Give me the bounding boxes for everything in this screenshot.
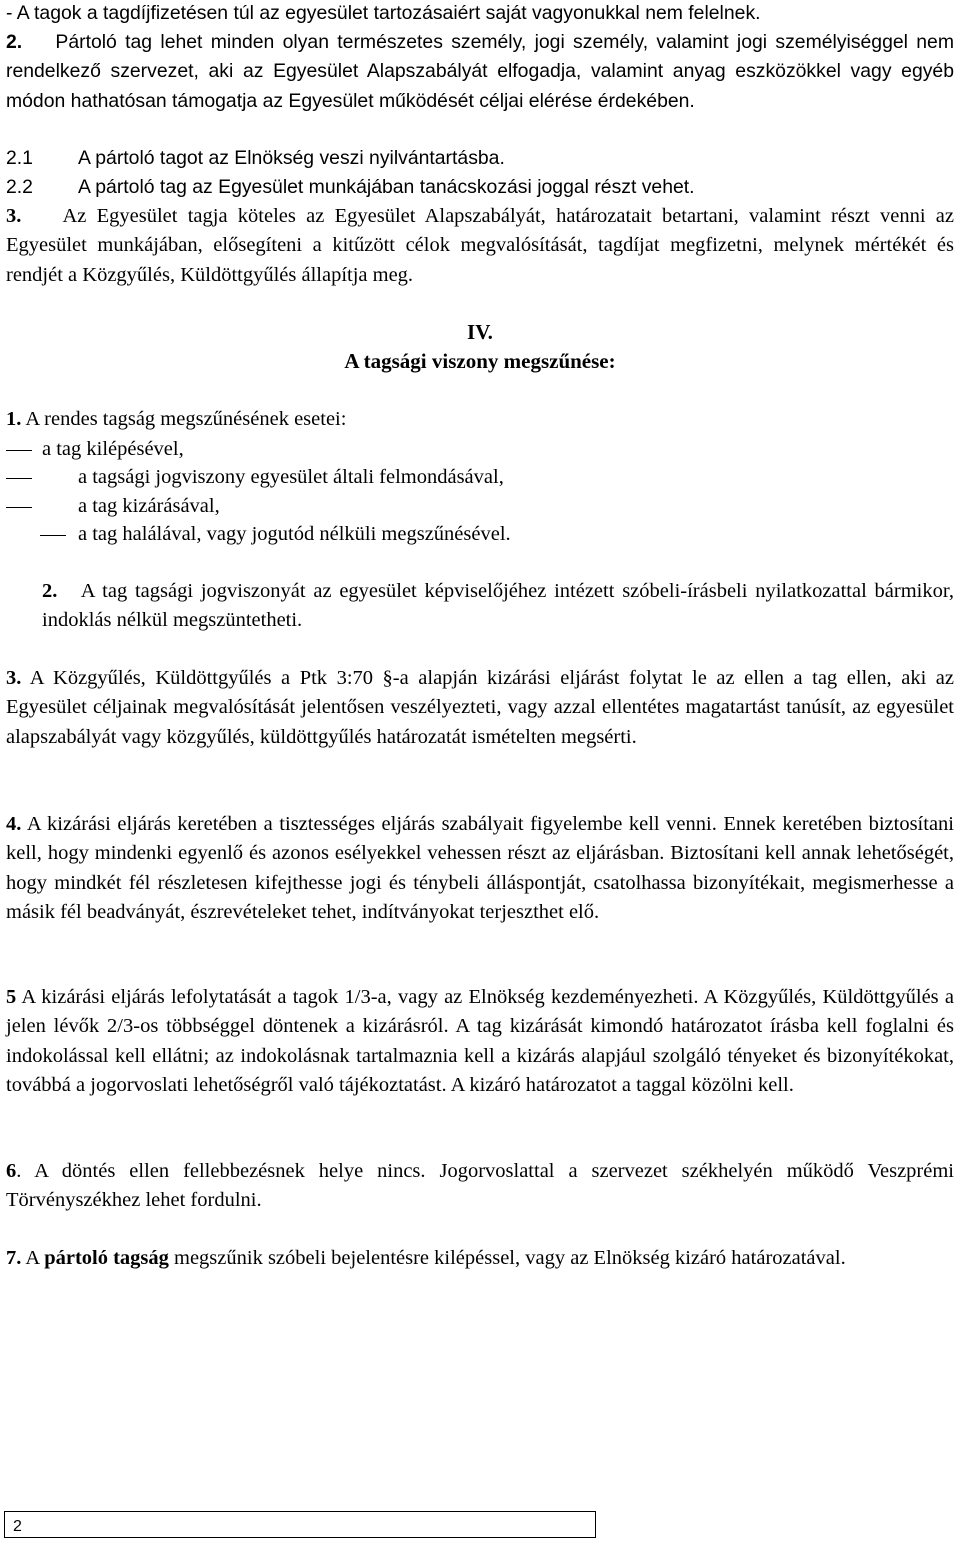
item-text: A tag tagsági jogviszonyát az egyesület képviselőjéhez intézett szóbeli-írásbeli nyilatkozattal bármikor, indoklás nélkül megszüntetheti. [42, 580, 955, 632]
paragraph-text: Az Egyesület tagja köteles az Egyesület Alapszabályát, határozatait betartani, valamint részt venni az Egyesület munkájában, elősegíteni a kitűzött célok megvalósítását, tagdíjat megfizetni, melynek mértékét és rendjét a Közgyűlés, Küldöttgyűlés állapítja meg. [6, 205, 955, 286]
item-number: 6 [6, 1160, 17, 1182]
paragraph-2-1 [6, 144, 954, 173]
paragraph-text: Pártoló tag lehet minden olyan természetes személy, jogi személy, valamint jogi személyiséggel nem rendelkező szervezet, aki az Egyesület Alapszabályát elfogadja, valamint anyag eszközökkel vagy egyéb módon hathatósan támogatja az Egyesület működését céljai elérése érdekében. [6, 31, 954, 112]
paragraph-2 [6, 28, 954, 116]
dash-bullet-icon [6, 450, 32, 451]
paragraph-text: A pártoló tagot az Elnökség veszi nyilvántartásba. [78, 147, 505, 169]
item-number: 5 [6, 986, 17, 1008]
dash-bullet-icon [6, 507, 32, 508]
item-text: A kizárási eljárás keretében a tisztességes eljárás szabályait figyelembe kell venni. Ennek keretében biztosítani kell, hogy mindenki egyenlő és azonos esélyekkel vehessen részt az eljárásban. Biztosítani kell annak lehetőségét, hogy mindkét fél részletesen kifejthesse jogi és ténybeli álláspontját, csatolhassa bizonyítékait, megismerhesse a másik fél beadványát, észrevételeket tehet, indítványokat terjeszthet elő. [6, 813, 954, 923]
paragraph-number: 2.1 [6, 147, 33, 169]
item-pre: A [25, 1247, 40, 1269]
item-text: A kizárási eljárás lefolytatását a tagok 1/3-a, vagy az Elnökség kezdeményezheti. A Közgyűlés, Küldöttgyűlés a jelen lévők 2/3-os többséggel döntenek a kizárásról. A tag kizárását kimondó határozatot írásba kell foglalni és indokolással kell ellátni; az indokolásnak tartalmaznia kell a kizárás alapjául szolgáló tényeket és bizonyítékokat, továbbá a jogorvoslati lehetőségről való tájékoztatást. A kizáró határozatot a taggal közölni kell. [6, 986, 954, 1096]
paragraph-2-2 [6, 173, 954, 202]
paragraph-number: 3. [6, 205, 22, 227]
item-7 [6, 1244, 954, 1273]
item-text: . A döntés ellen fellebbezésnek helye nincs. Jogorvoslattal a szervezet székhelyén működő Veszprémi Törvényszékhez lehet fordulni. [6, 1160, 954, 1212]
paragraph-3 [6, 202, 954, 290]
paragraph-number: 2. [6, 31, 23, 53]
item-number: 3. [6, 667, 22, 689]
item-4 [6, 810, 954, 927]
item-5 [6, 983, 954, 1100]
intro-paragraph: - A tagok a tagdíjfizetésen túl az egyesület tartozásaiért saját vagyonukkal nem felelnek. [6, 2, 761, 24]
dash-bullet-icon [40, 535, 66, 536]
section-title: A tagsági viszony megszűnése: [344, 349, 616, 373]
item-text: A rendes tagság megszűnésének esetei: [25, 408, 347, 430]
item-text: A Közgyűlés, Küldöttgyűlés a Ptk 3:70 §-a alapján kizárási eljárást folytat le az ellen a tag ellen, aki az Egyesület céljainak megvalósítását jelentősen veszélyezteti, vagy azzal ellentétes magatartást tanúsít, az egyesület alapszabályát vagy közgyűlés, küldöttgyűlés határozatát ismételten megsérti. [6, 667, 955, 748]
dash-bullet-icon [6, 478, 32, 479]
section-numeral: IV. [467, 320, 493, 344]
item-number: 7. [6, 1247, 22, 1269]
item-2 [42, 577, 954, 636]
item-3 [6, 664, 954, 752]
item-text: megszűnik szóbeli bejelentésre kilépéssel, vagy az Elnökség kizáró határozatával. [174, 1247, 846, 1269]
item-number: 2. [42, 580, 58, 602]
item-1 [6, 405, 954, 434]
page-number-box [4, 1511, 596, 1538]
item-number: 1. [6, 408, 22, 430]
page-number: 2 [13, 1518, 22, 1535]
item-6 [6, 1157, 954, 1216]
item-number: 4. [6, 813, 22, 835]
paragraph-text: A pártoló tag az Egyesület munkájában tanácskozási joggal részt vehet. [78, 176, 695, 198]
paragraph-number: 2.2 [6, 176, 33, 198]
item-bold-term: pártoló tagság [44, 1247, 169, 1269]
